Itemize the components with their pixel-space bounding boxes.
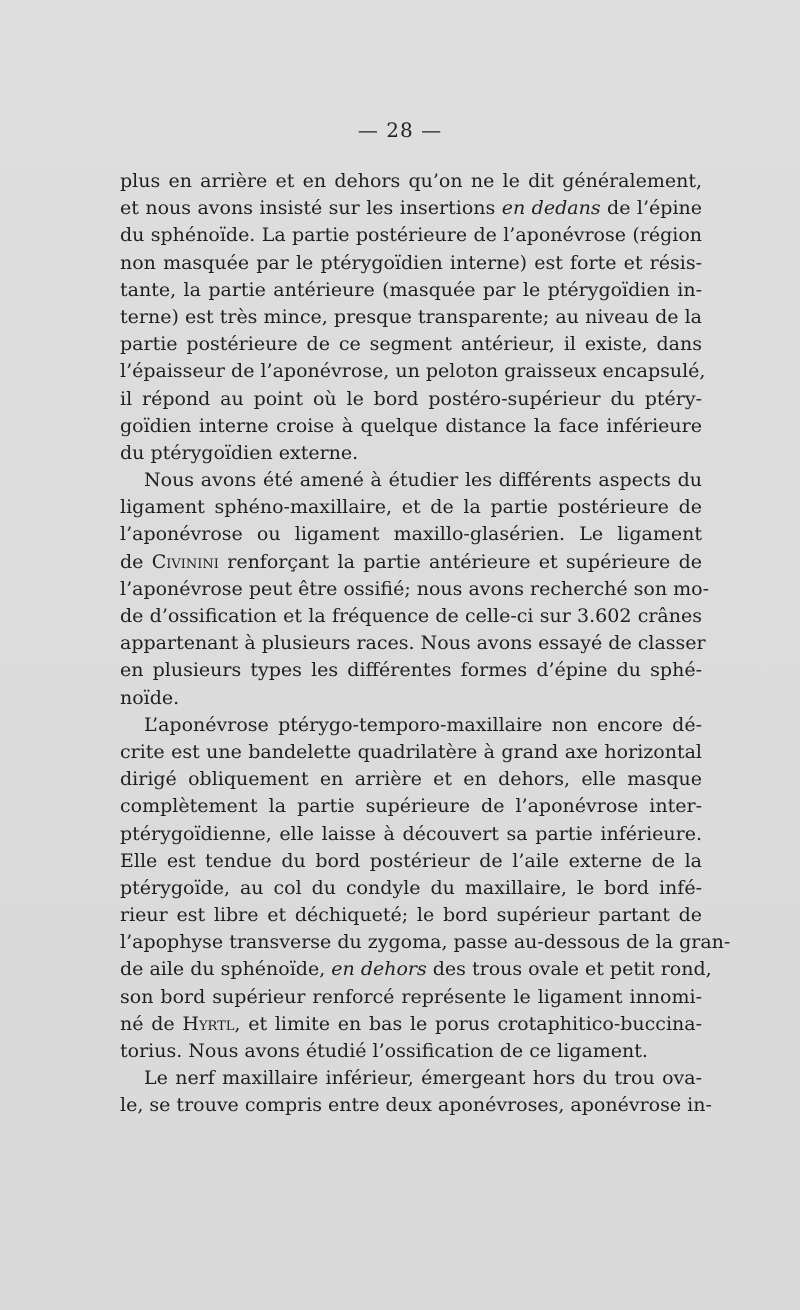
text-line: en plusieurs types les différentes formes d’épine du sphé-	[120, 659, 702, 682]
italic-text: en dehors	[331, 958, 427, 981]
text-segment: des trous ovale et petit rond,	[426, 958, 712, 981]
text-segment: de	[120, 550, 152, 573]
text-line: l’apophyse transverse du zygoma, passe au-dessous de la gran-	[120, 931, 731, 954]
author-name: Hyrtl	[182, 1012, 235, 1035]
body-text	[120, 168, 731, 1120]
text-segment: de l’épine	[600, 197, 702, 220]
text-line: goïdien interne croise à quelque distance la face inférieure	[120, 414, 702, 437]
text-line: ptérygoïde, au col du condyle du maxillaire, le bord infé-	[120, 876, 702, 899]
text-line	[120, 549, 702, 576]
text-line: crite est une bandelette quadrilatère à grand axe horizontal	[120, 740, 702, 763]
text-line: appartenant à plusieurs races. Nous avons essayé de classer	[120, 632, 706, 655]
text-line: tante, la partie antérieure (masquée par le ptérygoïdien in-	[120, 278, 702, 301]
text-line: plus en arrière et en dehors qu’on ne le dit généralement,	[120, 170, 702, 192]
paragraph-start-line: L’aponévrose ptérygo-temporo-maxillaire non encore dé-	[144, 713, 702, 736]
text-line: non masquée par le ptérygoïdien interne) est forte et résis-	[120, 251, 702, 274]
text-line: partie postérieure de ce segment antérieur, il existe, dans	[120, 333, 702, 356]
text-line: il répond au point où le bord postéro-supérieur du ptéry-	[120, 387, 702, 410]
author-name: Civinini	[151, 550, 219, 573]
text-line: de d’ossification et la fréquence de celle-ci sur 3.602 crânes	[120, 605, 702, 627]
text-line	[120, 956, 712, 983]
text-line: complètement la partie supérieure de l’aponévrose inter-	[120, 795, 702, 818]
text-segment: de aile du sphénoïde,	[120, 958, 332, 981]
text-line: Elle est tendue du bord postérieur de l’aile externe de la	[120, 849, 702, 872]
page-number: — 28 —	[357, 118, 443, 142]
text-line	[120, 195, 702, 222]
italic-text: en dedans	[501, 197, 601, 220]
text-segment: , et limite en bas le porus crotaphitico-buccina-	[234, 1012, 703, 1035]
text-line: ptérygoïdienne, elle laisse à découvert sa partie inférieure.	[120, 822, 702, 845]
text-line: du ptérygoïdien externe.	[120, 441, 359, 464]
text-line	[120, 1011, 702, 1038]
paragraph-start-line: Nous avons été amené à étudier les différents aspects du	[144, 469, 702, 492]
text-segment: renforçant la partie antérieure et supérieure de	[218, 550, 702, 573]
paragraph-start-line: Le nerf maxillaire inférieur, émergeant hors du trou ova-	[144, 1067, 702, 1090]
text-line: terne) est très mince, presque transparente; au niveau de la	[120, 305, 702, 328]
text-segment: et nous avons insisté sur les insertions	[120, 197, 502, 220]
text-line: du sphénoïde. La partie postérieure de l’aponévrose (région	[120, 224, 702, 247]
text-line: torius. Nous avons étudié l’ossification de ce ligament.	[120, 1040, 648, 1062]
text-line: l’aponévrose ou ligament maxillo-glasérien. Le ligament	[120, 523, 702, 546]
text-line: dirigé obliquement en arrière et en dehors, elle masque	[120, 768, 702, 791]
text-line: ligament sphéno-maxillaire, et de la partie postérieure de	[120, 496, 702, 519]
text-segment: né de	[120, 1012, 183, 1035]
text-line: le, se trouve compris entre deux aponévroses, aponévrose in-	[120, 1094, 712, 1117]
text-line: noïde.	[120, 686, 180, 709]
text-line: l’aponévrose peut être ossifié; nous avons recherché son mo-	[120, 577, 710, 600]
text-line: l’épaisseur de l’aponévrose, un peloton graisseux encapsulé,	[120, 360, 706, 383]
text-line: rieur est libre et déchiqueté; le bord supérieur partant de	[120, 904, 702, 927]
text-line: son bord supérieur renforcé représente le ligament innomi-	[120, 985, 702, 1008]
